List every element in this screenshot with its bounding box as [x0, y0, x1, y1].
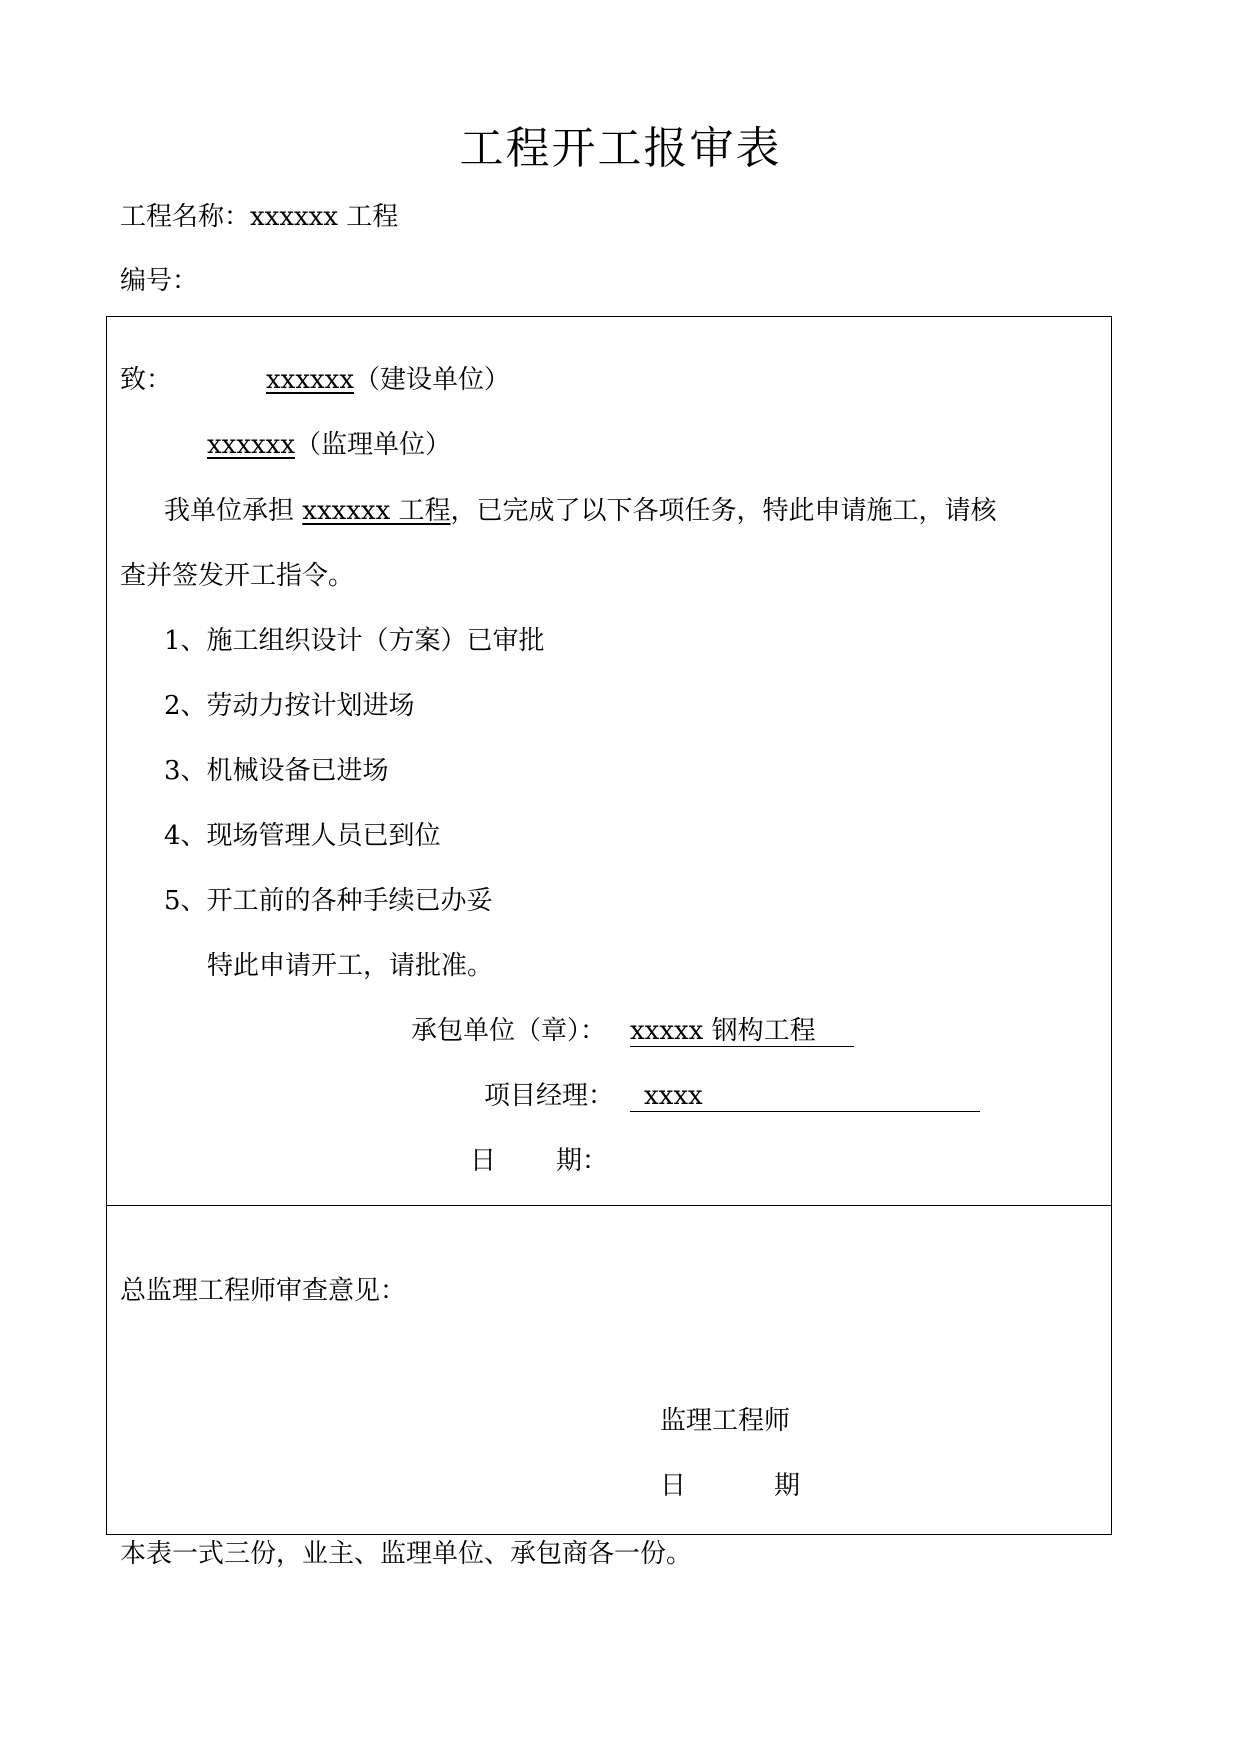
task-item: 2、劳动力按计划进场: [164, 691, 415, 721]
intro-suffix: ，已完成了以下各项任务，特此申请施工，请核: [450, 496, 997, 526]
engineer-label: 监理工程师: [660, 1406, 791, 1436]
task-item: 1、施工组织设计（方案）已审批: [164, 626, 545, 656]
owner-type: （建设单位）: [353, 365, 510, 395]
manager-value: xxxx: [644, 1081, 703, 1111]
project-name-value: xxxxxx 工程: [250, 202, 399, 232]
to-label: 致：: [120, 365, 173, 395]
intro-project: xxxxxx 工程: [302, 496, 451, 526]
supervisor-line: [207, 432, 451, 458]
manager-underline: [630, 1111, 980, 1112]
date-label-char-2: 期：: [556, 1146, 609, 1176]
footer-note: 本表一式三份，业主、监理单位、承包商各一份。: [120, 1539, 693, 1569]
review-label: 总监理工程师审查意见：: [120, 1276, 407, 1306]
project-name-row: [120, 204, 398, 230]
serial-label: 编号：: [120, 266, 199, 296]
task-item: 4、现场管理人员已到位: [164, 821, 441, 851]
closing-text: 特此申请开工，请批准。: [207, 951, 494, 981]
date-label-char-1: 日: [470, 1146, 497, 1176]
supervisor-type: （监理单位）: [294, 430, 451, 460]
review-section: [106, 1205, 1112, 1535]
intro-prefix: 我单位承担: [164, 496, 295, 526]
review-date-char-1: 日: [660, 1471, 687, 1501]
project-name-label: 工程名称：: [120, 202, 251, 232]
task-item: 3、机械设备已进场: [164, 756, 389, 786]
owner-name: xxxxxx: [266, 365, 354, 395]
task-item: 5、开工前的各种手续已办妥: [164, 886, 493, 916]
manager-label: 项目经理：: [484, 1081, 615, 1111]
contractor-value: xxxxx 钢构工程: [630, 1016, 816, 1046]
owner-line: [266, 367, 510, 393]
review-date-char-2: 期: [774, 1471, 801, 1501]
supervisor-name: xxxxxx: [207, 430, 295, 460]
page-title: 工程开工报审表: [459, 123, 782, 174]
contractor-label: 承包单位（章）：: [411, 1016, 607, 1046]
intro-line-2: 查并签发开工指令。: [120, 561, 355, 591]
contractor-underline: [630, 1046, 854, 1047]
intro-line-1: [164, 498, 997, 524]
